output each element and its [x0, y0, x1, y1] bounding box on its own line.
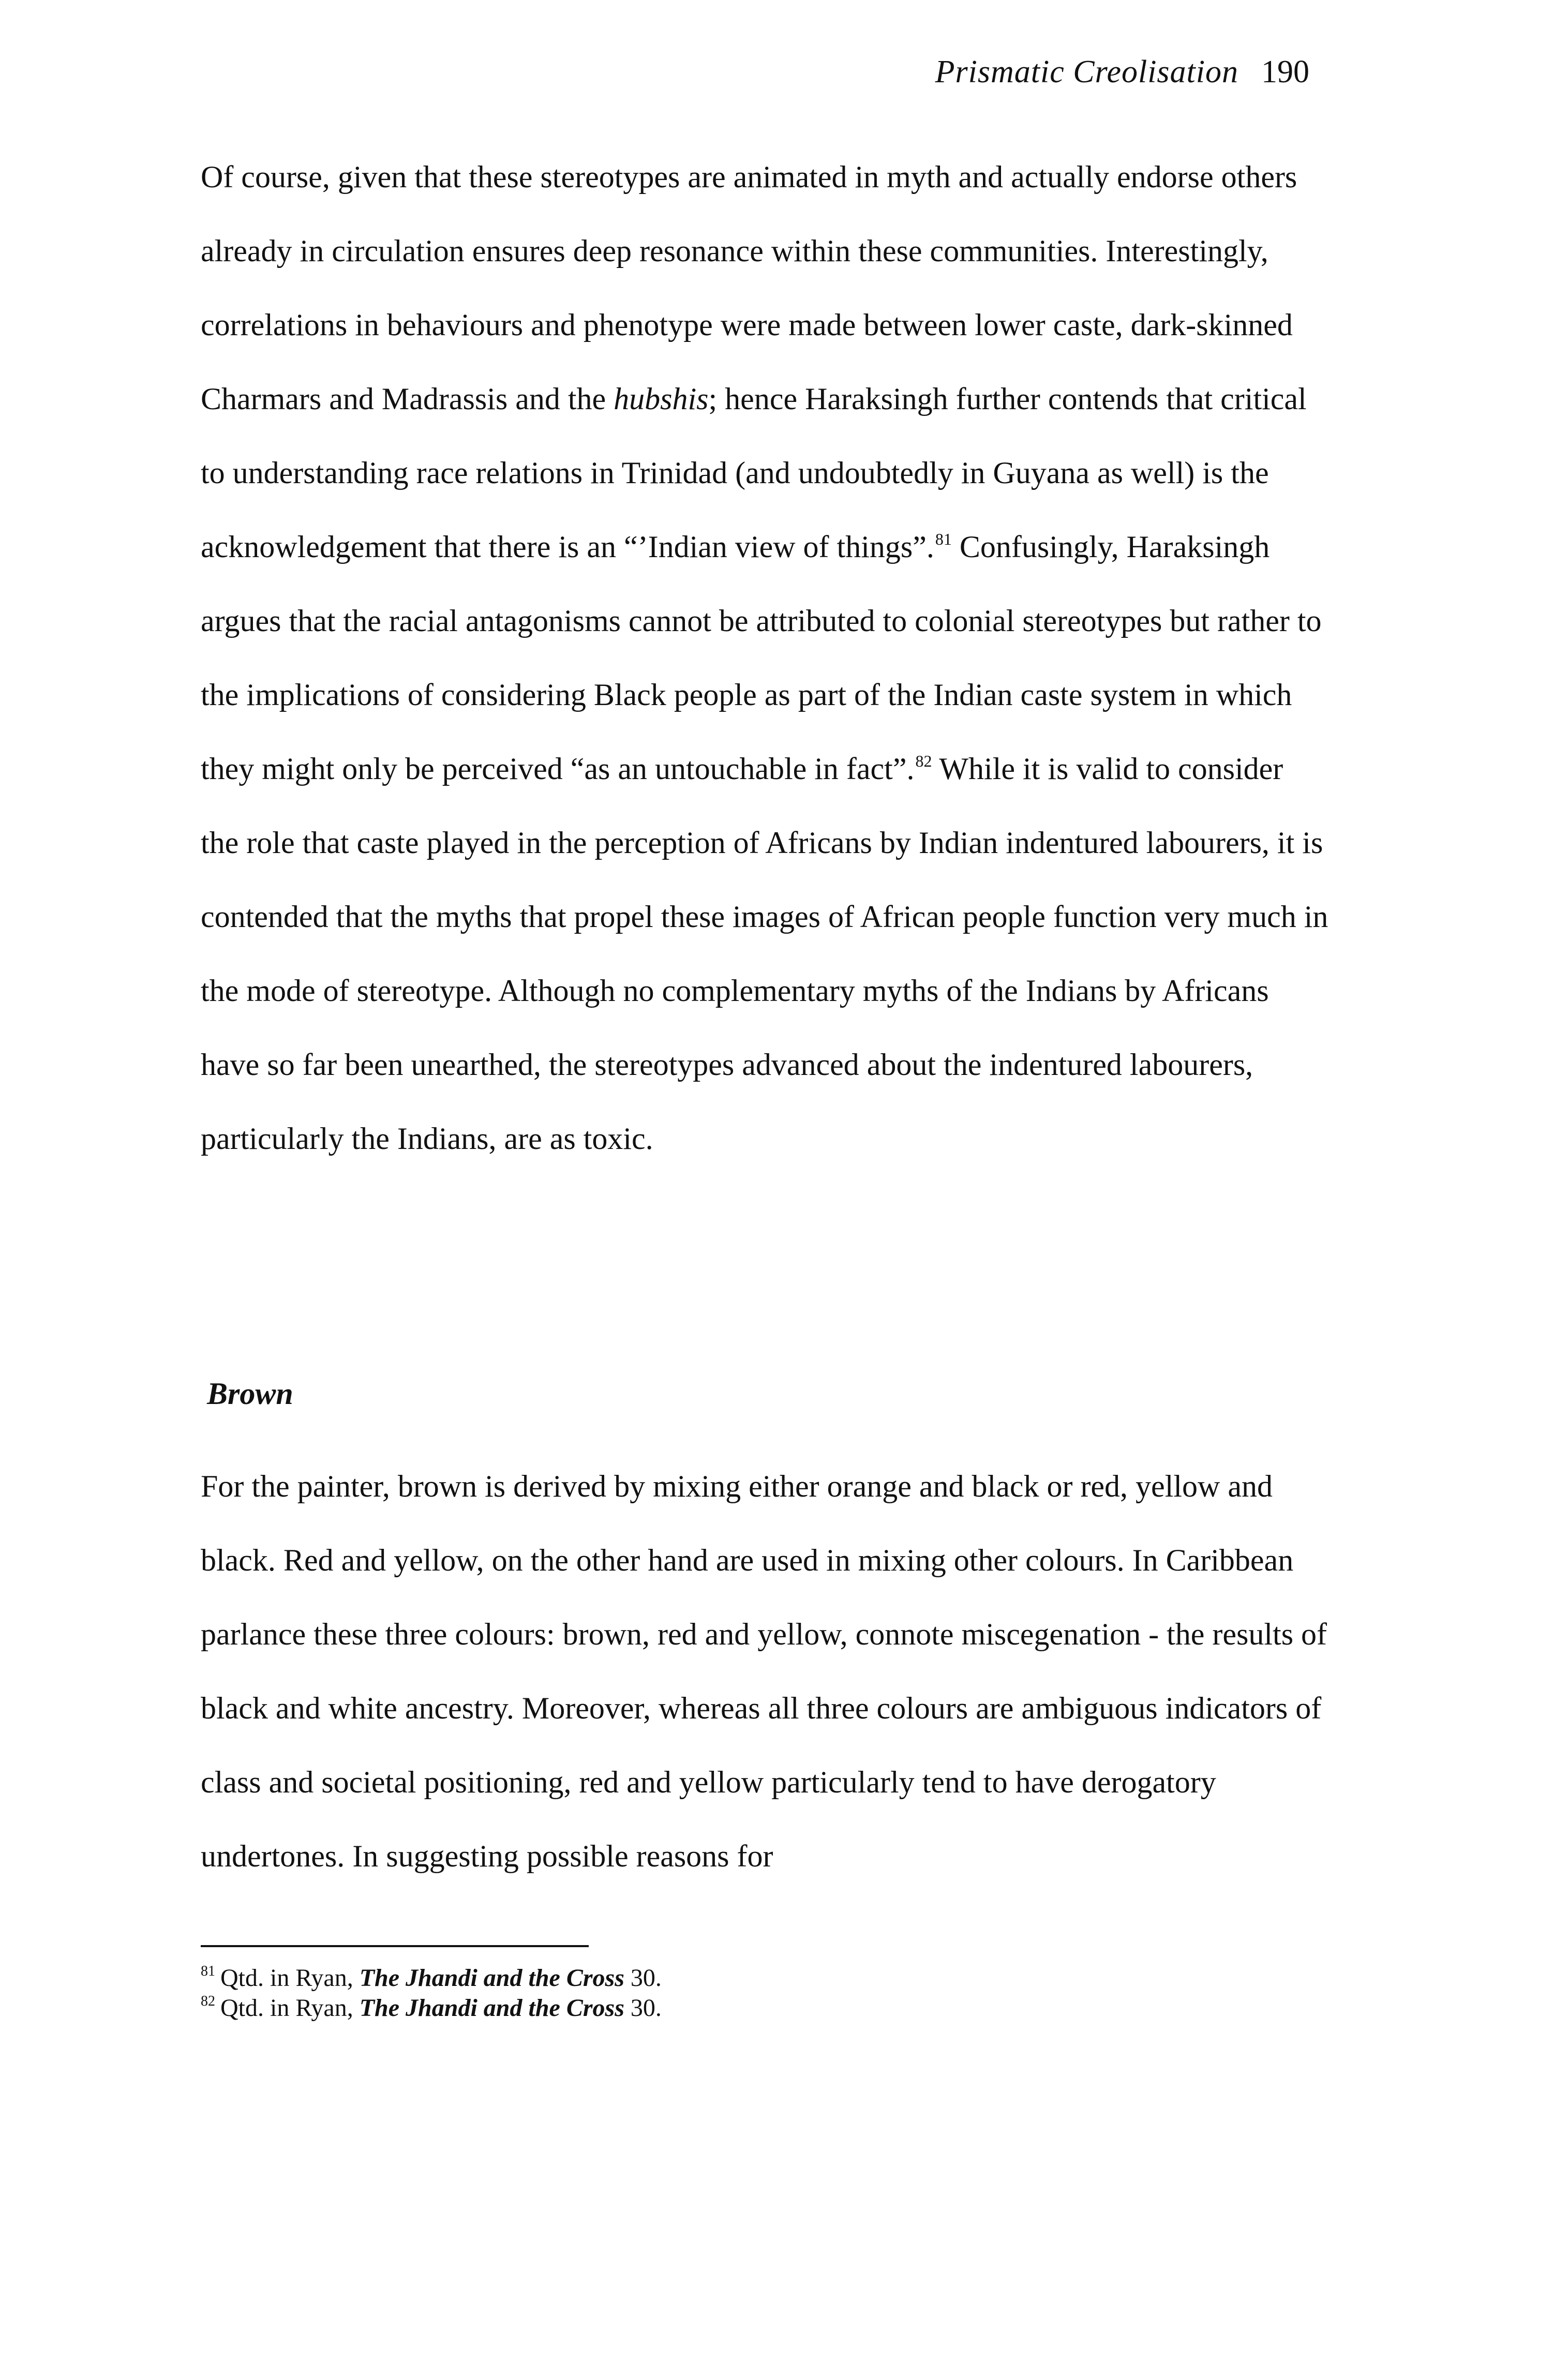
footnote-suffix: 30. [624, 1994, 662, 2022]
paragraph-text: Confusingly, Haraksingh argues that the racial antagonisms cannot be attributed to colonial stereotypes but rather to the implications of considering Black people as part of the Indian caste system in which they might only be perceived “as an untouchable in fact”. [201, 530, 1322, 786]
footnote-divider [201, 1945, 589, 1947]
paragraph-text: For the painter, brown is derived by mixing either orange and black or red, yellow and black. Red and yellow, on the other hand are used in mixing other colours. In Caribbean parlance these three colours: brown, red and yellow, connote miscegenation - the results of black and white ancestry. Moreover, whereas all three colours are ambiguous indicators of class and societal positioning, red and yellow particularly tend to have derogatory undertones. In suggesting possible reasons for [201, 1469, 1327, 1873]
footnote-number: 82 [201, 1993, 215, 2009]
page-number: 190 [1261, 54, 1309, 89]
italic-term: hubshis [614, 382, 709, 416]
running-header [935, 56, 1309, 88]
footnote-prefix: Qtd. in Ryan, [220, 1964, 360, 1992]
paragraph-text: Of course, given that these stereotypes are animated in myth and actually endorse others already in circulation ensures deep resonance within these communities. Interestingly, correlations in behaviours and phenotype were made between lower caste, dark-skinned Charmars and Madrassis and the [201, 160, 1297, 416]
section-heading: Brown [207, 1377, 293, 1411]
footnote [201, 1993, 1287, 2023]
footnote-prefix: Qtd. in Ryan, [220, 1994, 360, 2022]
footnote-title: The Jhandi and the Cross [359, 1964, 624, 1992]
body-paragraph [201, 140, 1328, 1176]
body-paragraph [201, 1450, 1328, 1893]
footnote [201, 1963, 1287, 1993]
running-title: Prismatic Creolisation [935, 54, 1238, 89]
footnote-title: The Jhandi and the Cross [359, 1994, 624, 2022]
footnote-reference[interactable]: 81 [935, 530, 952, 548]
paragraph-text: ; hence Haraksingh further contends that critical to understanding race relations in Trinidad (and undoubtedly in Guyana as well) is the acknowledgement that there is an “’Indian view of things”. [201, 382, 1307, 564]
footnote-reference[interactable]: 82 [915, 752, 932, 770]
paragraph-text: While it is valid to consider the role that caste played in the perception of Africans by Indian indentured labourers, it is contended that the myths that propel these images of African people function very much in the mode of stereotype. Although no complementary myths of the Indians by Africans have so far been unearthed, the stereotypes advanced about the indentured labourers, particularly the Indians, are as toxic. [201, 752, 1328, 1156]
footnotes [201, 1963, 1287, 2023]
footnote-number: 81 [201, 1963, 215, 1979]
footnote-suffix: 30. [624, 1964, 662, 1992]
